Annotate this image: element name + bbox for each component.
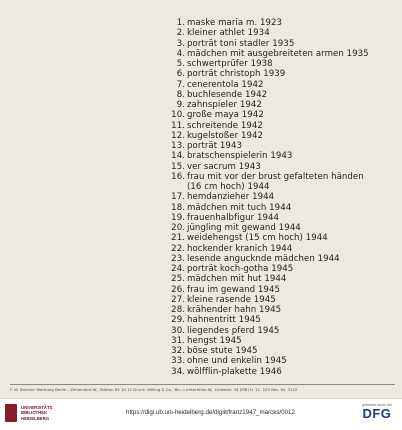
item-number: 19.: [171, 212, 185, 223]
item-number: 26.: [171, 284, 185, 295]
viewer-footer: [0, 398, 402, 430]
item-number: 33.: [171, 356, 185, 367]
list-item: [170, 59, 396, 69]
item-title: frau mit vor der brust gefalteten händen: [187, 171, 364, 182]
list-item: [170, 39, 396, 49]
item-number: 21.: [171, 233, 185, 244]
item-number: 4.: [176, 48, 185, 59]
list-item: [170, 141, 396, 151]
item-title: porträt christoph 1939: [187, 69, 286, 80]
list-item: [170, 223, 396, 233]
item-title: krähender hahn 1945: [187, 305, 282, 315]
item-number: 3.: [176, 38, 185, 49]
item-title: wölfflin-plakette 1946: [187, 366, 282, 377]
item-number: 15.: [171, 161, 185, 172]
imprint-line: F. W. Brecher Werbung Berlin - Zehlendorf-W., Telefon 84 10 12 Druck: Willing & Co., Bln.-Lichterfelde-W., Drakestr. 34 (MB) ti. 11. 103 Bes. Nr. 3142: [10, 384, 395, 392]
item-title: porträt koch-gotha 1945: [187, 264, 294, 274]
item-title: böse stute 1945: [187, 346, 258, 356]
list-item: [170, 192, 396, 202]
item-title: jüngling mit gewand 1944: [187, 223, 301, 233]
university-seal-icon: [5, 404, 17, 422]
list-item: [170, 285, 396, 295]
item-number: 2.: [176, 28, 185, 39]
item-number: 22.: [171, 243, 185, 254]
list-item: [170, 346, 396, 356]
item-number: 16.: [171, 171, 185, 182]
item-title: mädchen mit hut 1944: [187, 274, 287, 285]
list-item: [170, 172, 396, 182]
list-item: [170, 49, 396, 59]
list-item: [170, 110, 396, 120]
item-title: hemdanzieher 1944: [187, 192, 275, 203]
item-number: 13.: [171, 141, 185, 151]
item-number: 9.: [176, 100, 185, 110]
item-number: 23.: [171, 253, 185, 264]
item-title: porträt toni stadler 1935: [187, 38, 295, 49]
university-library-logo[interactable]: [5, 404, 53, 422]
university-library-name: UNIVERSITÄTS BIBLIOTHEK HEIDELBERG: [21, 405, 53, 421]
item-number: 14.: [171, 151, 185, 162]
list-item: [170, 203, 396, 213]
item-number: 7.: [176, 79, 185, 90]
item-title: schwertprüfer 1938: [187, 59, 273, 69]
item-title: frauenhalbfigur 1944: [187, 212, 280, 223]
item-number: 20.: [171, 223, 185, 233]
item-title: hengst 1945: [187, 335, 242, 346]
item-number: 11.: [171, 120, 185, 131]
item-title: maske maria m. 1923: [187, 18, 283, 28]
list-item-continuation: (16 cm hoch) 1944: [187, 182, 270, 192]
item-title: ver sacrum 1943: [187, 161, 261, 172]
list-item: [170, 305, 396, 315]
item-title: liegendes pferd 1945: [187, 325, 280, 336]
list-item: [170, 80, 396, 90]
item-title: porträt 1943: [187, 141, 242, 151]
item-number: 18.: [171, 202, 185, 213]
list-item: [170, 90, 396, 100]
item-title: hockender kranich 1944: [187, 243, 293, 254]
list-item: [170, 295, 396, 305]
item-number: 24.: [171, 264, 185, 274]
dfg-logo[interactable]: [362, 403, 392, 421]
list-item: [170, 264, 396, 274]
list-item: [170, 244, 396, 254]
item-number: 17.: [171, 192, 185, 203]
item-number: 29.: [171, 315, 185, 326]
list-item: [170, 233, 396, 243]
item-number: 12.: [171, 130, 185, 141]
item-number: 27.: [171, 294, 185, 305]
item-number: 30.: [171, 325, 185, 336]
item-title: ohne und enkelin 1945: [187, 356, 287, 367]
list-item: [170, 274, 396, 284]
item-number: 34.: [171, 366, 185, 377]
list-item: [170, 367, 396, 377]
list-item: [170, 356, 396, 366]
item-title: kleiner athlet 1934: [187, 28, 270, 39]
item-number: 32.: [171, 346, 185, 356]
list-item: [170, 131, 396, 141]
item-number: 28.: [171, 305, 185, 315]
list-item: [170, 162, 396, 172]
item-title: weidehengst (15 cm hoch) 1944: [187, 233, 328, 244]
item-title: kleine rasende 1945: [187, 294, 276, 305]
list-item: [170, 336, 396, 346]
list-item: [170, 121, 396, 131]
list-item: [170, 315, 396, 325]
item-title: große maya 1942: [187, 110, 264, 121]
dfg-wordmark: DFG: [362, 406, 392, 421]
item-title: schreitende 1942: [187, 120, 263, 131]
item-number: 31.: [171, 335, 185, 346]
item-number: 25.: [171, 274, 185, 285]
item-number: 8.: [176, 89, 185, 100]
item-title: bratschenspielerin 1943: [187, 151, 293, 162]
list-item: [170, 213, 396, 223]
item-title: lesende angucknde mädchen 1944: [187, 253, 340, 264]
list-item: [170, 28, 396, 38]
item-title: mädchen mit ausgebreiteten armen 1935: [187, 48, 369, 59]
item-number: 6.: [176, 69, 185, 80]
item-title: kugelstoßer 1942: [187, 130, 264, 141]
list-item: [170, 151, 396, 161]
list-item: [170, 326, 396, 336]
item-title: cenerentola 1942: [187, 79, 264, 90]
works-list: [170, 18, 396, 377]
item-number: 10.: [171, 110, 185, 121]
item-number: 1.: [176, 18, 185, 28]
permalink-url[interactable]: https://digi.ub.uni-heidelberg.de/diglit/franz1947_marcks/0012: [126, 409, 295, 416]
item-title: frau im gewand 1945: [187, 284, 280, 295]
item-title: zahnspieler 1942: [187, 100, 262, 110]
item-number: 5.: [176, 59, 185, 69]
item-title: mädchen mit tuch 1944: [187, 202, 292, 213]
item-title: hahnentritt 1945: [187, 315, 261, 326]
list-item: [170, 18, 396, 28]
item-title: buchlesende 1942: [187, 89, 268, 100]
dfg-caption: gefördert durch die: [361, 403, 392, 407]
list-item: [170, 100, 396, 110]
list-item: [170, 69, 396, 79]
list-item: [170, 254, 396, 264]
